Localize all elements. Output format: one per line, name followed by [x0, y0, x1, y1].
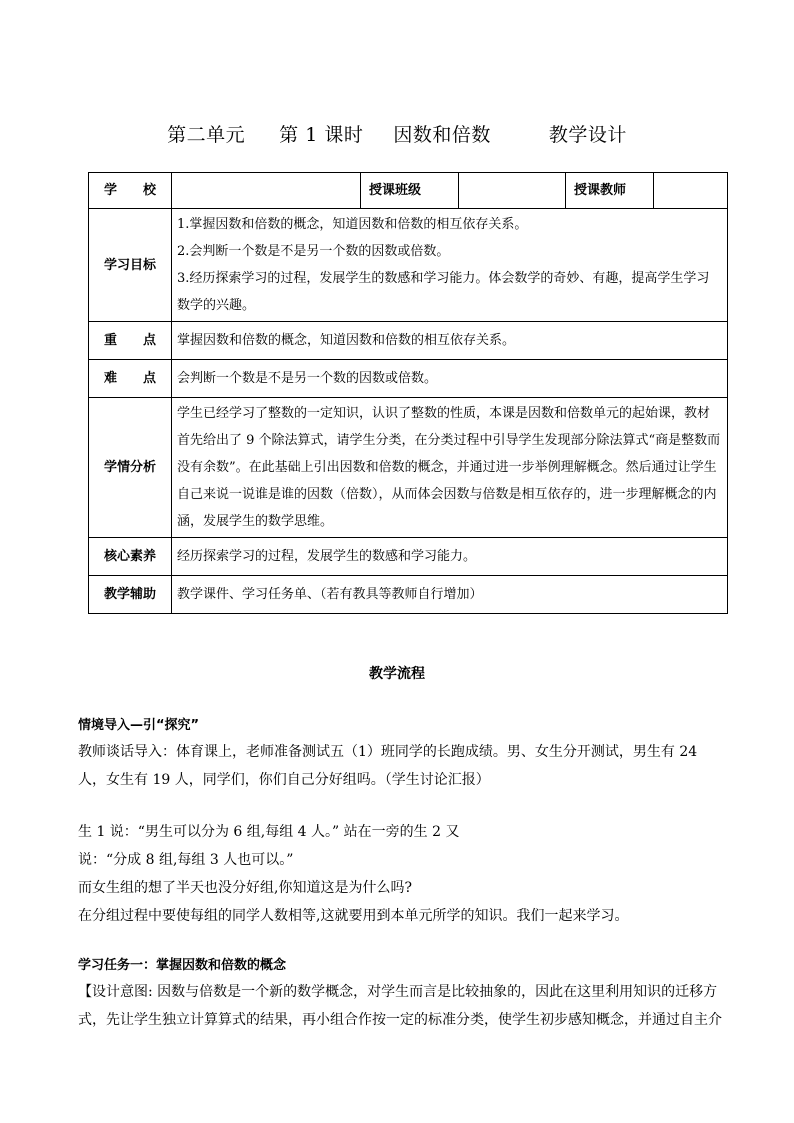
class-label: 授课班级	[361, 173, 459, 209]
dialogue-line: 而女生组的想了半天也没分好组,你知道这是为什么吗?	[78, 880, 412, 896]
table-row-aids	[89, 576, 728, 614]
flow-heading: 教学流程	[369, 666, 425, 682]
goals-label: 学习目标	[89, 209, 172, 322]
dialogue-line: 说：“分成 8 组,每组 3 人也可以。”	[78, 852, 294, 868]
table-row-school	[89, 173, 728, 209]
difficulty-value: 会判断一个数是不是另一个数的因数或倍数。	[172, 360, 728, 398]
title-lesson: 第 1 课时	[279, 124, 364, 146]
title-unit: 第二单元	[167, 124, 246, 146]
analysis-label: 学情分析	[89, 398, 172, 538]
teacher-label: 授课教师	[566, 173, 654, 209]
analysis-value: 学生已经学习了整数的一定知识，认识了整数的性质，本课是因数和倍数单元的起始课，教材首先给出了 9 个除法算式，请学生分类，在分类过程中引导学生发现部分除法算式“商是整数而没有余数”。在此基础上引出因数和倍数的概念，并通过进一步举例理解概念。然后通过让学生自己来说一说谁是谁的因数（倍数），从而体会因数与倍数是相互依存的，进一步理解概念的内涵，发展学生的数学思维。	[172, 398, 728, 538]
teacher-value	[654, 173, 728, 209]
table-row-core	[89, 538, 728, 576]
goals-cell	[172, 209, 728, 322]
aids-value: 教学课件、学习任务单、（若有教具等教师自行增加）	[172, 576, 728, 614]
class-value	[459, 173, 566, 209]
goal-item: 3.经历探索学习的过程，发展学生的数感和学习能力。体会数学的奇妙、有趣，提高学生学习数学的兴趣。	[177, 271, 710, 313]
key-label: 重 点	[89, 322, 172, 360]
title-kind: 教学设计	[548, 124, 627, 146]
core-value: 经历探索学习的过程，发展学生的数感和学习能力。	[172, 538, 728, 576]
dialogue-line: 在分组过程中要使每组的同学人数相等,这就要用到本单元所学的知识。我们一起来学习。	[78, 908, 629, 924]
design-intent-paragraph: 【设计意图: 因数与倍数是一个新的数学概念，对学生而言是比较抽象的，因此在这里利用知识的迁移方式，先让学生独立计算算式的结果，再小组合作按一定的标准分类，使学生初步感知概念，并通过自主介	[78, 984, 722, 1028]
section2-title: 学习任务一：掌握因数和倍数的概念	[78, 958, 287, 973]
intro-paragraph: 教师谈话导入：体育课上，老师准备测试五（1）班同学的长跑成绩。男、女生分开测试，男生有 24 人，女生有 19 人，同学们，你们自己分好组吗。（学生讨论汇报）	[78, 744, 698, 788]
goal-item: 1.掌握因数和倍数的概念，知道因数和倍数的相互依存关系。	[177, 217, 528, 232]
table-row-analysis	[89, 398, 728, 538]
table-row-key	[89, 322, 728, 360]
table-row-goals	[89, 209, 728, 322]
school-value	[172, 173, 361, 209]
core-label: 核心素养	[89, 538, 172, 576]
lesson-info-table	[88, 172, 728, 614]
aids-label: 教学辅助	[89, 576, 172, 614]
document-title	[0, 120, 794, 147]
goal-item: 2.会判断一个数是不是另一个数的因数或倍数。	[177, 244, 450, 259]
difficulty-label: 难 点	[89, 360, 172, 398]
school-label: 学 校	[89, 173, 172, 209]
key-value: 掌握因数和倍数的概念，知道因数和倍数的相互依存关系。	[172, 322, 728, 360]
table-row-difficulty	[89, 360, 728, 398]
section1-title: 情境导入—引“探究”	[78, 718, 200, 733]
dialogue-line: 生 1 说：“男生可以分为 6 组,每组 4 人。” 站在一旁的生 2 又	[78, 824, 460, 840]
title-topic: 因数和倍数	[393, 124, 491, 146]
